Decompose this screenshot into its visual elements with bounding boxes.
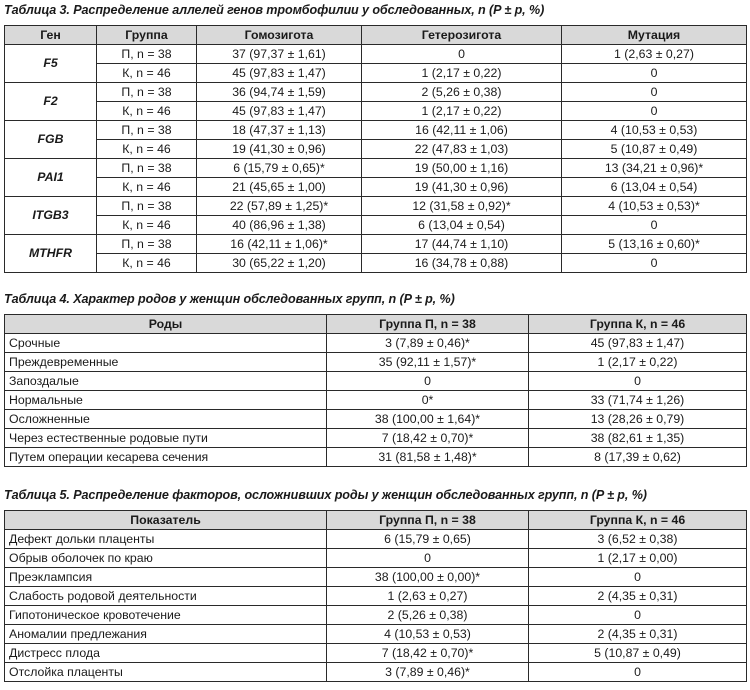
row-label: Запоздалые — [5, 372, 327, 391]
mutation-cell: 4 (10,53 ± 0,53) — [562, 121, 747, 140]
group-k-cell: 8 (17,39 ± 0,62) — [529, 448, 747, 467]
gene-cell: PAI1 — [5, 159, 97, 197]
mutation-cell: 0 — [562, 83, 747, 102]
header-group-k: Группа К, n = 46 — [529, 511, 747, 530]
group-p-cell: 0 — [327, 549, 529, 568]
table-row — [5, 429, 747, 448]
group-k-cell: 0 — [529, 663, 747, 682]
group-cell: К, n = 46 — [97, 254, 197, 273]
header-group-p: Группа П, n = 38 — [327, 315, 529, 334]
table5 — [4, 510, 747, 682]
table-row — [5, 178, 747, 197]
heterozygote-cell: 16 (34,78 ± 0,88) — [362, 254, 562, 273]
homozygote-cell: 30 (65,22 ± 1,20) — [197, 254, 362, 273]
mutation-cell: 5 (13,16 ± 0,60)* — [562, 235, 747, 254]
table-row — [5, 334, 747, 353]
mutation-cell: 0 — [562, 102, 747, 121]
table-row — [5, 391, 747, 410]
group-cell: К, n = 46 — [97, 64, 197, 83]
table-row — [5, 83, 747, 102]
gene-cell: FGB — [5, 121, 97, 159]
header-heterozygote: Гетерозигота — [362, 26, 562, 45]
group-p-cell: 2 (5,26 ± 0,38) — [327, 606, 529, 625]
group-cell: П, n = 38 — [97, 45, 197, 64]
header-gene: Ген — [5, 26, 97, 45]
row-label: Через естественные родовые пути — [5, 429, 327, 448]
group-p-cell: 4 (10,53 ± 0,53) — [327, 625, 529, 644]
row-label: Обрыв оболочек по краю — [5, 549, 327, 568]
homozygote-cell: 6 (15,79 ± 0,65)* — [197, 159, 362, 178]
homozygote-cell: 19 (41,30 ± 0,96) — [197, 140, 362, 159]
row-label: Нормальные — [5, 391, 327, 410]
group-k-cell: 13 (28,26 ± 0,79) — [529, 410, 747, 429]
group-p-cell: 0 — [327, 372, 529, 391]
table-row — [5, 568, 747, 587]
row-label: Аномалии предлежания — [5, 625, 327, 644]
homozygote-cell: 40 (86,96 ± 1,38) — [197, 216, 362, 235]
table-row — [5, 549, 747, 568]
group-cell: П, n = 38 — [97, 121, 197, 140]
heterozygote-cell: 1 (2,17 ± 0,22) — [362, 102, 562, 121]
group-p-cell: 38 (100,00 ± 1,64)* — [327, 410, 529, 429]
homozygote-cell: 16 (42,11 ± 1,06)* — [197, 235, 362, 254]
heterozygote-cell: 17 (44,74 ± 1,10) — [362, 235, 562, 254]
group-p-cell: 7 (18,42 ± 0,70)* — [327, 429, 529, 448]
table-row — [5, 197, 747, 216]
group-k-cell: 1 (2,17 ± 0,00) — [529, 549, 747, 568]
table-row — [5, 102, 747, 121]
gene-cell: ITGB3 — [5, 197, 97, 235]
group-p-cell: 31 (81,58 ± 1,48)* — [327, 448, 529, 467]
group-p-cell: 1 (2,63 ± 0,27) — [327, 587, 529, 606]
table-row — [5, 644, 747, 663]
table-row — [5, 625, 747, 644]
homozygote-cell: 21 (45,65 ± 1,00) — [197, 178, 362, 197]
table-row — [5, 448, 747, 467]
group-k-cell: 45 (97,83 ± 1,47) — [529, 334, 747, 353]
group-k-cell: 33 (71,74 ± 1,26) — [529, 391, 747, 410]
table-row — [5, 64, 747, 83]
group-p-cell: 3 (7,89 ± 0,46)* — [327, 334, 529, 353]
group-cell: П, n = 38 — [97, 197, 197, 216]
table5-caption: Таблица 5. Распределение факторов, осложнивших роды у женщин обследованных групп, n (P ± p, %) — [4, 488, 647, 502]
row-label: Отслойка плаценты — [5, 663, 327, 682]
group-cell: К, n = 46 — [97, 102, 197, 121]
group-k-cell: 1 (2,17 ± 0,22) — [529, 353, 747, 372]
mutation-cell: 6 (13,04 ± 0,54) — [562, 178, 747, 197]
group-k-cell: 0 — [529, 606, 747, 625]
table-row — [5, 216, 747, 235]
heterozygote-cell: 0 — [362, 45, 562, 64]
mutation-cell: 4 (10,53 ± 0,53)* — [562, 197, 747, 216]
homozygote-cell: 18 (47,37 ± 1,13) — [197, 121, 362, 140]
header-indicator: Показатель — [5, 511, 327, 530]
group-k-cell: 0 — [529, 568, 747, 587]
group-p-cell: 0* — [327, 391, 529, 410]
group-p-cell: 38 (100,00 ± 0,00)* — [327, 568, 529, 587]
group-cell: К, n = 46 — [97, 178, 197, 197]
header-group-p: Группа П, n = 38 — [327, 511, 529, 530]
row-label: Срочные — [5, 334, 327, 353]
table4-caption: Таблица 4. Характер родов у женщин обследованных групп, n (P ± p, %) — [4, 292, 455, 306]
group-cell: К, n = 46 — [97, 140, 197, 159]
header-births: Роды — [5, 315, 327, 334]
heterozygote-cell: 22 (47,83 ± 1,03) — [362, 140, 562, 159]
mutation-cell: 13 (34,21 ± 0,96)* — [562, 159, 747, 178]
heterozygote-cell: 1 (2,17 ± 0,22) — [362, 64, 562, 83]
table-row — [5, 353, 747, 372]
table3-header-row — [5, 26, 747, 45]
table4-body — [5, 334, 747, 467]
table4 — [4, 314, 747, 467]
mutation-cell: 0 — [562, 254, 747, 273]
table-row — [5, 140, 747, 159]
mutation-cell: 0 — [562, 64, 747, 83]
table5-header-row — [5, 511, 747, 530]
row-label: Преждевременные — [5, 353, 327, 372]
gene-cell: MTHFR — [5, 235, 97, 273]
table-row — [5, 372, 747, 391]
table-row — [5, 159, 747, 178]
table-row — [5, 410, 747, 429]
group-k-cell: 5 (10,87 ± 0,49) — [529, 644, 747, 663]
table-row — [5, 254, 747, 273]
header-group: Группа — [97, 26, 197, 45]
mutation-cell: 0 — [562, 216, 747, 235]
mutation-cell: 1 (2,63 ± 0,27) — [562, 45, 747, 64]
group-p-cell: 7 (18,42 ± 0,70)* — [327, 644, 529, 663]
group-cell: К, n = 46 — [97, 216, 197, 235]
group-k-cell: 3 (6,52 ± 0,38) — [529, 530, 747, 549]
row-label: Осложненные — [5, 410, 327, 429]
heterozygote-cell: 2 (5,26 ± 0,38) — [362, 83, 562, 102]
homozygote-cell: 45 (97,83 ± 1,47) — [197, 102, 362, 121]
group-cell: П, n = 38 — [97, 83, 197, 102]
group-p-cell: 6 (15,79 ± 0,65) — [327, 530, 529, 549]
homozygote-cell: 37 (97,37 ± 1,61) — [197, 45, 362, 64]
row-label: Гипотоническое кровотечение — [5, 606, 327, 625]
table5-body — [5, 530, 747, 682]
header-mutation: Мутация — [562, 26, 747, 45]
table-row — [5, 235, 747, 254]
table-row — [5, 45, 747, 64]
header-group-k: Группа К, n = 46 — [529, 315, 747, 334]
heterozygote-cell: 19 (41,30 ± 0,96) — [362, 178, 562, 197]
homozygote-cell: 36 (94,74 ± 1,59) — [197, 83, 362, 102]
table-row — [5, 587, 747, 606]
group-k-cell: 0 — [529, 372, 747, 391]
heterozygote-cell: 19 (50,00 ± 1,16) — [362, 159, 562, 178]
homozygote-cell: 22 (57,89 ± 1,25)* — [197, 197, 362, 216]
table3-caption: Таблица 3. Распределение аллелей генов тромбофилии у обследованных, n (P ± p, %) — [4, 3, 545, 17]
gene-cell: F5 — [5, 45, 97, 83]
group-cell: П, n = 38 — [97, 235, 197, 254]
table3 — [4, 25, 747, 273]
heterozygote-cell: 6 (13,04 ± 0,54) — [362, 216, 562, 235]
group-k-cell: 38 (82,61 ± 1,35) — [529, 429, 747, 448]
table3-body — [5, 45, 747, 273]
row-label: Дистресс плода — [5, 644, 327, 663]
group-k-cell: 2 (4,35 ± 0,31) — [529, 625, 747, 644]
table-row — [5, 121, 747, 140]
mutation-cell: 5 (10,87 ± 0,49) — [562, 140, 747, 159]
table-row — [5, 606, 747, 625]
heterozygote-cell: 16 (42,11 ± 1,06) — [362, 121, 562, 140]
row-label: Путем операции кесарева сечения — [5, 448, 327, 467]
group-k-cell: 2 (4,35 ± 0,31) — [529, 587, 747, 606]
row-label: Дефект дольки плаценты — [5, 530, 327, 549]
group-cell: П, n = 38 — [97, 159, 197, 178]
table-row — [5, 530, 747, 549]
header-homozygote: Гомозигота — [197, 26, 362, 45]
heterozygote-cell: 12 (31,58 ± 0,92)* — [362, 197, 562, 216]
table4-header-row — [5, 315, 747, 334]
row-label: Слабость родовой деятельности — [5, 587, 327, 606]
row-label: Преэклампсия — [5, 568, 327, 587]
gene-cell: F2 — [5, 83, 97, 121]
homozygote-cell: 45 (97,83 ± 1,47) — [197, 64, 362, 83]
group-p-cell: 3 (7,89 ± 0,46)* — [327, 663, 529, 682]
table-row — [5, 663, 747, 682]
group-p-cell: 35 (92,11 ± 1,57)* — [327, 353, 529, 372]
